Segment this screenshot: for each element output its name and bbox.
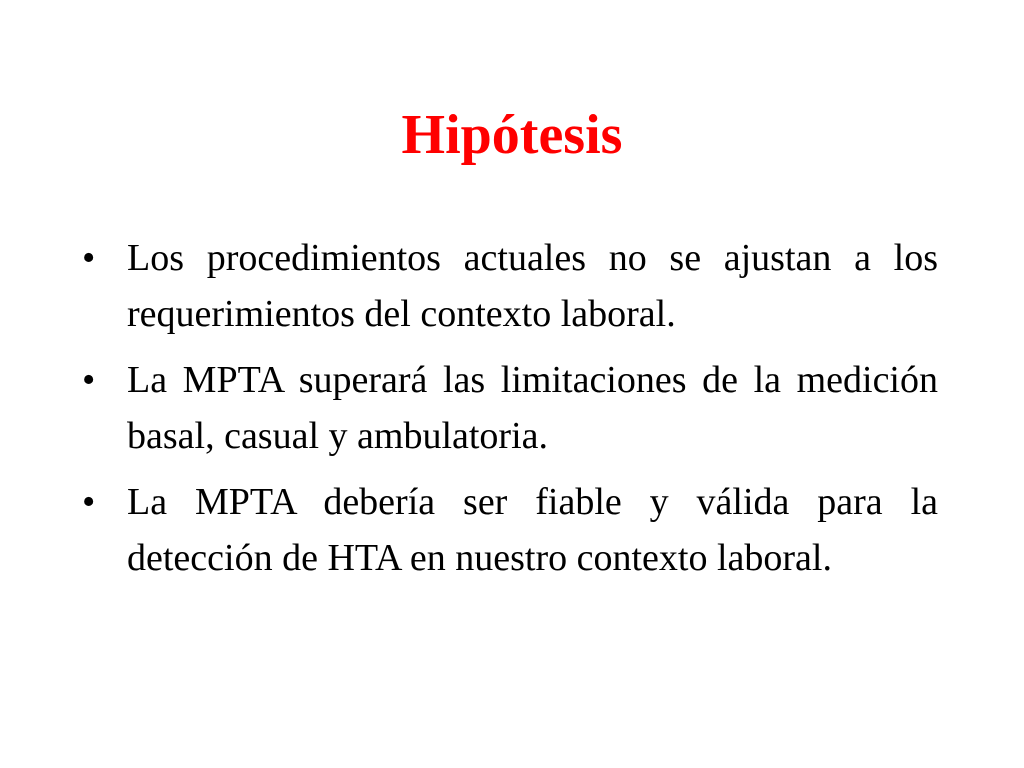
slide-title: Hipótesis (401, 104, 623, 166)
bullet-list (82, 230, 938, 596)
bullet-icon: • (82, 481, 96, 523)
bullet-text: La MPTA debería ser fiable y válida para la detección de HTA en nuestro contexto laboral. (127, 481, 938, 579)
bullet-icon: • (82, 359, 96, 401)
bullet-item (82, 352, 938, 464)
bullet-text: La MPTA superará las limitaciones de la medición basal, casual y ambulatoria. (127, 359, 938, 457)
bullet-item (82, 230, 938, 342)
bullet-text: Los procedimientos actuales no se ajustan a los requerimientos del contexto laboral. (127, 237, 938, 335)
bullet-icon: • (82, 237, 96, 279)
bullet-item (82, 474, 938, 586)
